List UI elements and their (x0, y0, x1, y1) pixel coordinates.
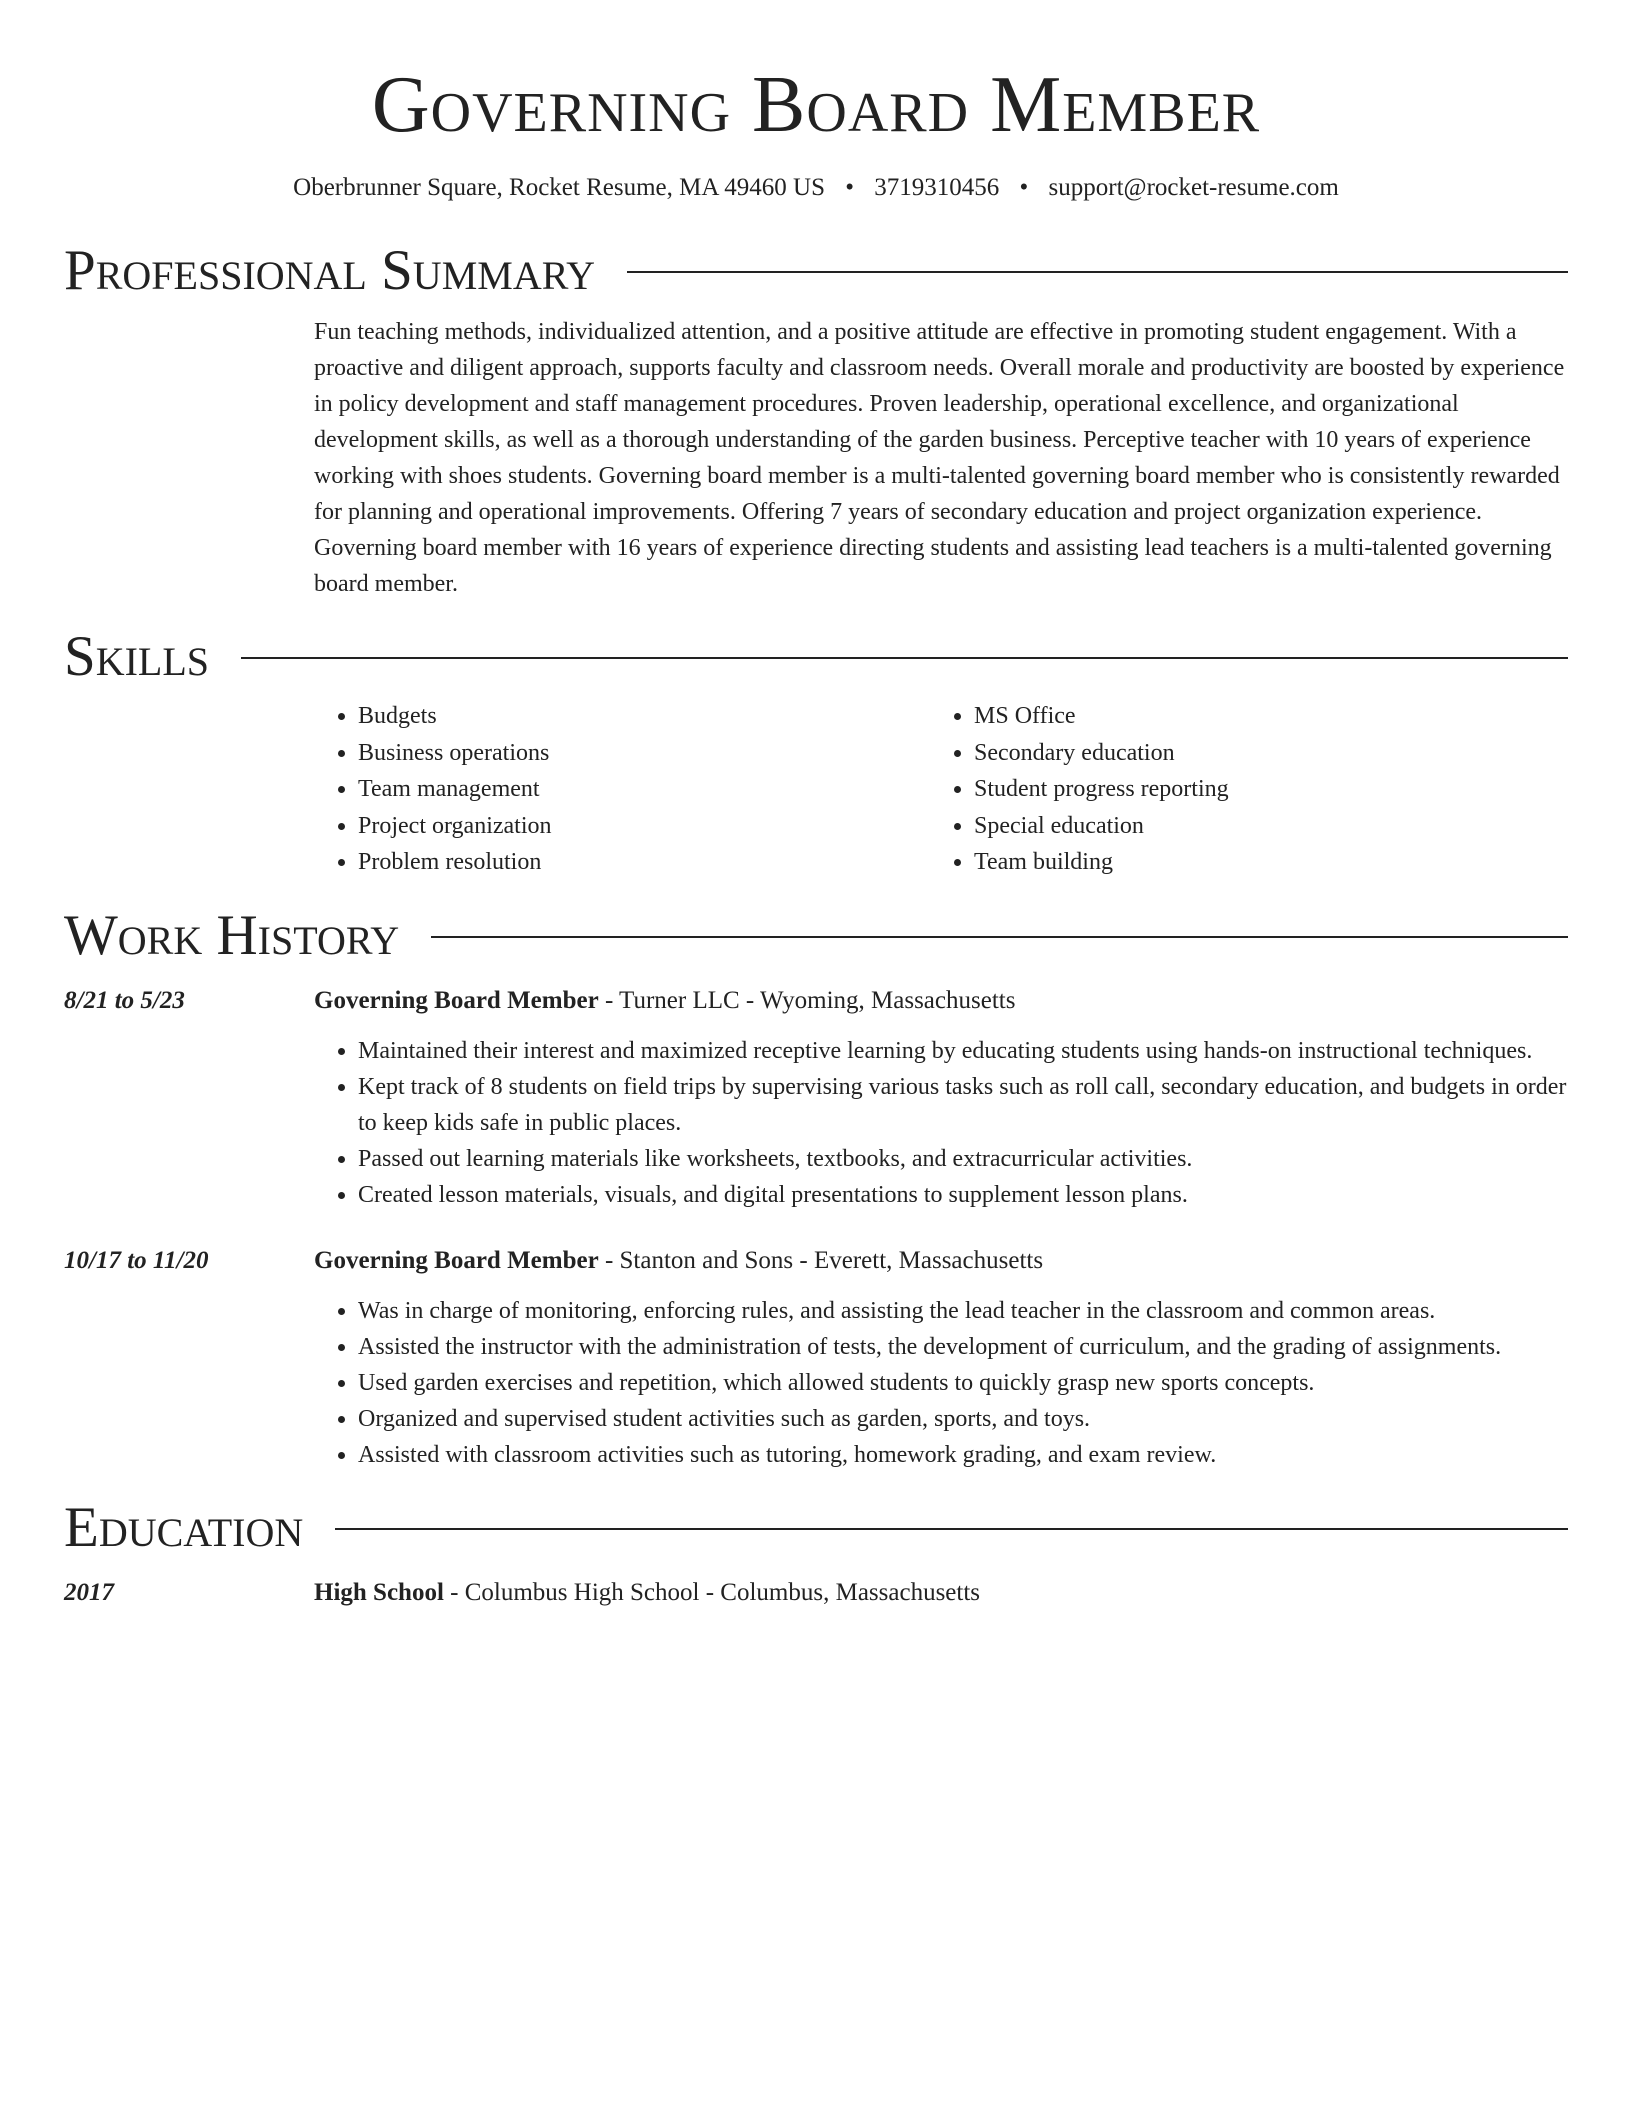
job-bullet: • Kept track of 8 students on field trips by supervising various tasks such as roll call, secondary education, and budgets in order to keep kids safe in public places. (358, 1069, 1568, 1141)
phone: 3719310456 (874, 174, 1000, 201)
section-divider (627, 271, 1568, 273)
job-heading (314, 1243, 1568, 1279)
skills-list-right (930, 698, 1546, 881)
job-heading (314, 983, 1568, 1019)
separator-dot: • (1019, 174, 1029, 201)
job-details (314, 1243, 1568, 1473)
skill-item: • Business operations (358, 735, 930, 772)
skill-item: • Budgets (358, 698, 930, 735)
section-divider (335, 1528, 1568, 1530)
job-bullet: • Passed out learning materials like worksheets, textbooks, and extracurricular activities. (358, 1141, 1568, 1177)
education-year: 2017 (64, 1578, 114, 1606)
skill-item: • Student progress reporting (974, 771, 1546, 808)
job-bullet: • Organized and supervised student activities such as garden, sports, and toys. (358, 1401, 1568, 1437)
work-section-header (64, 903, 1568, 969)
address: Oberbrunner Square, Rocket Resume, MA 49460 US (293, 174, 826, 201)
job-entry (64, 1243, 1568, 1473)
skill-item: • Problem resolution (358, 844, 930, 881)
job-bullets (314, 1033, 1568, 1213)
section-title-summary: Professional Summary (64, 239, 596, 302)
education-entry (64, 1575, 1568, 1611)
section-title-education: Education (64, 1495, 304, 1559)
skill-item: • Secondary education (974, 735, 1546, 772)
education-school: - Columbus High School - Columbus, Massachusetts (443, 1578, 981, 1606)
section-title-skills: Skills (64, 625, 210, 688)
skill-item: • Special education (974, 808, 1546, 845)
job-dates: 10/17 to 11/20 (64, 1246, 209, 1274)
job-details (314, 983, 1568, 1213)
job-bullet: • Was in charge of monitoring, enforcing rules, and assisting the lead teacher in the classroom and common areas. (358, 1293, 1568, 1329)
separator-dot: • (845, 174, 855, 201)
job-bullet: • Maintained their interest and maximized receptive learning by educating students using hands-on instructional techniques. (358, 1033, 1568, 1069)
job-title: Governing Board Member (314, 986, 599, 1014)
section-divider (431, 936, 1568, 938)
education-details (314, 1575, 1568, 1611)
skill-item: • Project organization (358, 808, 930, 845)
email[interactable]: support@rocket-resume.com (1048, 174, 1339, 201)
education-section-header (64, 1495, 1568, 1561)
summary-section (314, 314, 1568, 602)
job-entry (64, 983, 1568, 1213)
education-heading (314, 1575, 1568, 1611)
skill-item: • Team management (358, 771, 930, 808)
summary-section-header (64, 238, 1568, 304)
job-bullet: • Created lesson materials, visuals, and digital presentations to supplement lesson plans. (358, 1177, 1568, 1213)
section-divider (241, 657, 1568, 659)
candidate-name: Governing Board Member (371, 61, 1261, 149)
skills-section-header (64, 624, 1568, 690)
job-bullets (314, 1293, 1568, 1473)
skill-item: • Team building (974, 844, 1546, 881)
section-title-work: Work History (64, 903, 400, 967)
contact-line (64, 172, 1568, 204)
job-bullet: • Used garden exercises and repetition, which allowed students to quickly grasp new sports concepts. (358, 1365, 1568, 1401)
resume-page (64, 0, 1568, 1611)
skills-list-left (314, 698, 930, 881)
skill-item: • MS Office (974, 698, 1546, 735)
summary-text: Fun teaching methods, individualized attention, and a positive attitude are effective in promoting student engagement. With a proactive and diligent approach, supports faculty and classroom needs. Overall morale and productivity are boosted by experience in policy development and staff management procedures. Proven leadership, operational excellence, and organizational development skills, as well as a thorough understanding of the garden business. Perceptive teacher with 10 years of experience working with shoes students. Governing board member is a multi-talented governing board member who is consistently rewarded for planning and operational improvements. Offering 7 years of secondary education and project organization experience. Governing board member with 16 years of experience directing students and assisting lead teachers is a multi-talented governing board member. (314, 319, 1565, 597)
job-bullet: • Assisted with classroom activities such as tutoring, homework grading, and exam review. (358, 1437, 1568, 1473)
education-degree: High School (314, 1578, 444, 1606)
job-title: Governing Board Member (314, 1246, 599, 1274)
job-dates: 8/21 to 5/23 (64, 986, 185, 1014)
job-employer: - Turner LLC - Wyoming, Massachusetts (598, 986, 1016, 1014)
skills-section (314, 698, 1568, 881)
job-employer: - Stanton and Sons - Everett, Massachusetts (598, 1246, 1044, 1274)
job-bullet: • Assisted the instructor with the administration of tests, the development of curriculum, and the grading of assignments. (358, 1329, 1568, 1365)
